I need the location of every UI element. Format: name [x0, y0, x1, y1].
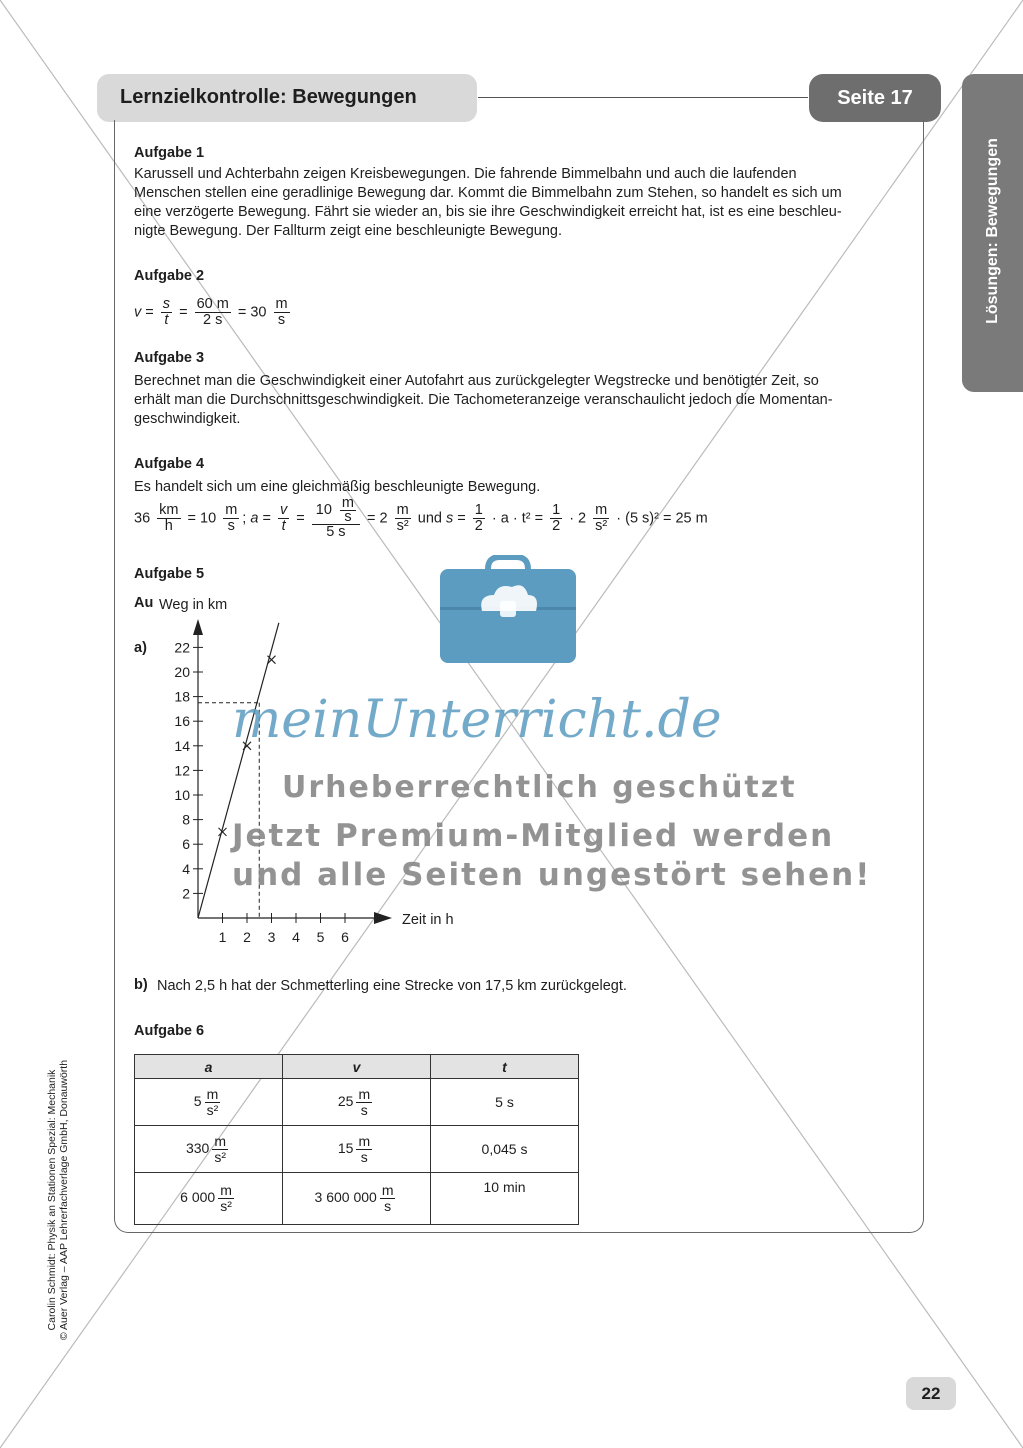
aufgabe6-table — [134, 1054, 579, 1225]
page-title: Lernzielkontrolle: Bewegungen — [120, 86, 417, 108]
watermark-logo: meinUnterricht.de — [232, 690, 722, 750]
seite-label: Seite 17 — [809, 74, 941, 122]
y-tick-label: 10 — [174, 787, 190, 803]
watermark-line1: Urheberrechtlich geschützt — [282, 770, 797, 805]
aufgabe3-text: Berechnet man die Geschwindigkeit einer Autofahrt aus zurückgelegter Wegstrecke und benötigter Zeit, so erhält man die Durchschnittsgeschwindigkeit. Die Tachometeranzeige veranschaulicht jedoch die Momentan- geschwindigkeit. — [134, 373, 833, 427]
aufgabe4-title: Aufgabe 4 — [134, 456, 205, 472]
cell-v: 15 $\frac{m}{s}$ — [283, 1126, 431, 1173]
table-row — [135, 1126, 579, 1173]
aufgabe1-title: Aufgabe 1 — [134, 145, 205, 161]
table-header-row — [135, 1055, 579, 1079]
x-axis-arrow — [374, 912, 392, 924]
x-tick-label: 4 — [292, 929, 300, 945]
chart-xlabel: Zeit in h — [402, 912, 454, 928]
chapter-tab-label: Lösungen: Bewegungen — [984, 138, 1001, 324]
aufgabe5-b-label: b) — [134, 977, 148, 993]
cell-a: 6 000 $\frac{m}{\text{s²}}$ — [135, 1173, 283, 1225]
y-tick-label: 18 — [174, 688, 190, 705]
aufgabe2-title: Aufgabe 2 — [134, 268, 205, 284]
aufgabe4-formula: 36 $\frac{km}{h}$ = 10 $\frac{m}{s}$ ; a = $\frac{v}{t}$ = 10 $\frac{m}{s}$ 5 s = 2 $\frac{m}{\text{s²}}$ und s = $\frac{1}{2}$ · a · t² = $\frac{1}{2}$ · 2 $\frac{m}{\text{s²}}$ · (5 s)² = 25 m — [134, 495, 708, 540]
table-row — [135, 1079, 579, 1126]
y-tick-label: 6 — [182, 836, 190, 853]
y-tick-label: 22 — [174, 639, 190, 656]
col-t: t — [431, 1055, 579, 1079]
aufgabe2-formula: v = $\frac{s}{t}$ = $\frac{60 m}{2 s}$ = 30 $\frac{m}{s}$ — [134, 296, 288, 328]
aufgabe5-title: Aufgabe 5 — [134, 566, 205, 582]
aufgabe6-title: Aufgabe 6 — [134, 1023, 205, 1039]
y-tick-label: 16 — [174, 713, 190, 730]
cell-t: 10 min — [431, 1173, 579, 1225]
y-axis-arrow — [193, 619, 203, 635]
watermark-line2: Jetzt Premium-Mitglied werden — [232, 818, 835, 854]
y-tick-label: 8 — [182, 811, 190, 828]
x-tick-label: 6 — [341, 929, 349, 945]
aufgabe3-title: Aufgabe 3 — [134, 350, 205, 366]
watermark-line3: und alle Seiten ungestört sehen! — [232, 857, 872, 893]
cell-t: 0,045 s — [431, 1126, 579, 1173]
y-tick-label: 20 — [174, 664, 190, 680]
copyright-sidebar: Carolin Schmidt: Physik an Stationen Spezial: Mechanik © Auer Verlag – AAP Lehrerfachverlage GmbH, Donauwörth — [46, 1059, 70, 1341]
aufgabe5-au: Au — [134, 595, 154, 611]
cell-a: 5 $\frac{m}{\text{s²}}$ — [135, 1079, 283, 1126]
page-number: 22 — [906, 1377, 956, 1410]
cell-v: 25 $\frac{m}{s}$ — [283, 1079, 431, 1126]
briefcase-icon — [438, 555, 578, 665]
x-tick-label: 2 — [243, 929, 251, 945]
y-tick-label: 12 — [174, 762, 190, 779]
col-v: v — [283, 1055, 431, 1079]
x-tick-label: 1 — [218, 929, 227, 945]
col-a: a — [135, 1055, 283, 1079]
cell-a: 330 $\frac{m}{\text{s²}}$ — [135, 1126, 283, 1173]
aufgabe5-a-label: a) — [134, 640, 147, 656]
aufgabe5-b-text: Nach 2,5 h hat der Schmetterling eine Strecke von 17,5 km zurückgelegt. — [157, 978, 627, 994]
table-row — [135, 1173, 579, 1225]
x-tick-label: 3 — [267, 929, 276, 945]
aufgabe1-text: Karussell und Achterbahn zeigen Kreisbewegungen. Die fahrende Bimmelbahn und auch die laufenden Menschen stellen eine geradlinige Bewegung dar. Kommt die Bimmelbahn zum Stehen, so handelt es sich um eine verzögerte Bewegung. Fährt sie wieder an, bis sie ihre Geschwindigkeit erreicht hat, ist es eine beschleu- nigte Bewegung. Der Fallturm zeigt eine beschleunigte Bewegung. — [134, 166, 842, 239]
header-rule — [478, 97, 808, 98]
cell-t: 5 s — [431, 1079, 579, 1126]
x-tick-label: 5 — [316, 929, 325, 945]
chart-ylabel: Weg in km — [159, 597, 228, 613]
y-tick-label: 14 — [174, 737, 190, 754]
aufgabe4-text: Es handelt sich um eine gleichmäßig beschleunigte Bewegung. — [134, 479, 541, 495]
y-tick-label: 4 — [182, 860, 190, 877]
cell-v: 3 600 000 $\frac{m}{s}$ — [283, 1173, 431, 1225]
y-tick-label: 2 — [182, 885, 190, 902]
